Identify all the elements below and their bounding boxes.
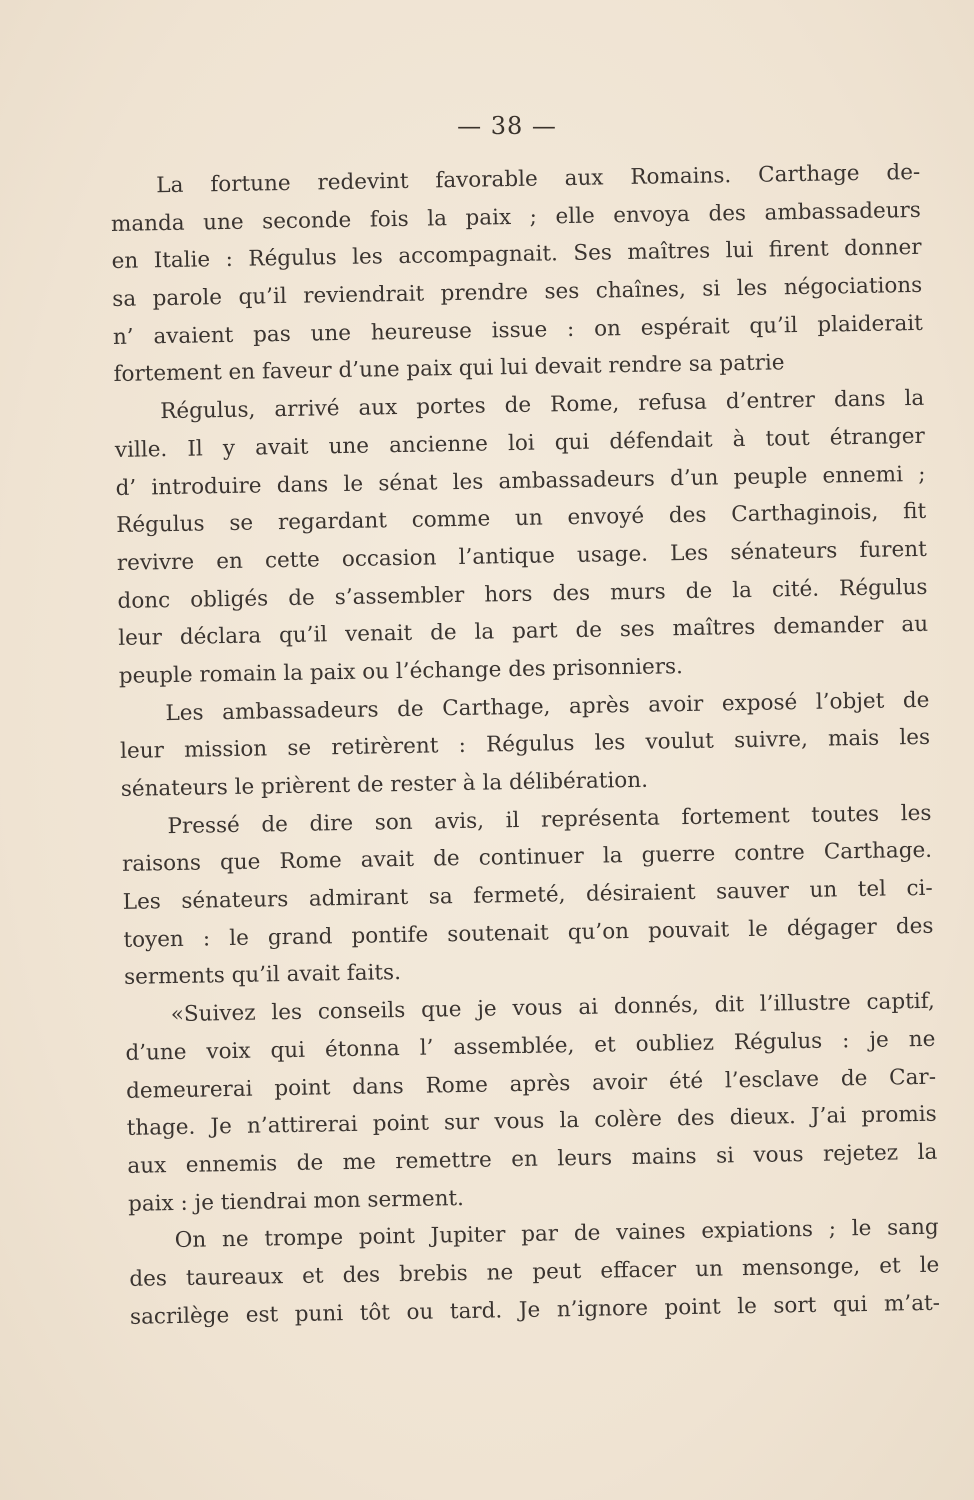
page-number: — 38 — — [457, 112, 557, 140]
text-line: Régulus se regardant comme un envoyé des Carthaginois, fit — [116, 498, 927, 539]
text-line: Les ambassadeurs de Carthage, après avoir exposé l’objet de — [165, 687, 930, 726]
text-line: donc obligés de s’assembler hors des murs de la cité. Régulus — [117, 574, 928, 614]
text-line: en Italie : Régulus les accompagnait. Ses maîtres lui firent donner — [111, 235, 922, 275]
text-line: toyen : le grand pontife soutenait qu’on pouvait le dégager des — [123, 913, 934, 953]
text-line: sacrilège est puni tôt ou tard. Je n’ignore point le sort qui m’at- — [129, 1290, 941, 1330]
text-line: serments qu’il avait faits. — [123, 960, 402, 991]
text-line: leur mission se retirèrent : Régulus les voulut suivre, mais les — [119, 725, 931, 765]
text-line: demeurerai point dans Rome après avoir été l’esclave de Car- — [125, 1064, 937, 1104]
text-line: leur déclara qu’il venait de la part de ses maîtres demander au — [117, 612, 929, 652]
text-line: des taureaux et des brebis ne peut effacer un mensonge, et le — [129, 1252, 940, 1292]
text-line: ville. Il y avait une ancienne loi qui défendait à tout étranger — [114, 423, 926, 463]
text-line: On ne trompe point Jupiter par de vaines expiations ; le sang — [174, 1214, 939, 1254]
text-line: Les sénateurs admirant sa fermeté, désiraient sauver un tel ci- — [122, 875, 933, 915]
text-line: d’une voix qui étonna l’ assemblée, et oubliez Régulus : je ne — [125, 1026, 936, 1066]
text-line: paix : je tiendrai mon serment. — [127, 1185, 465, 1217]
text-line: sénateurs le prièrent de rester à la délibération. — [120, 767, 649, 802]
text-line: revivre en cette occasion l’antique usage. Les sénateurs furent — [116, 536, 927, 576]
text-line: La fortune redevint favorable aux Romains. Carthage de- — [156, 159, 921, 199]
text-line: aux ennemis de me remettre en leurs mains si vous rejetez la — [127, 1139, 938, 1179]
text-line: peuple romain la paix ou l’échange des prisonniers. — [118, 654, 684, 689]
text-line: «Suivez les conseils que je vous ai donnés, dit l’illustre captif, — [170, 988, 935, 1028]
text-line: Pressé de dire son avis, il représenta fortement toutes les — [167, 800, 932, 839]
text-line: thage. Je n’attirerai point sur vous la colère des dieux. J’ai promis — [126, 1101, 937, 1142]
text-line: fortement en faveur d’une paix qui lui devait rendre sa patrie — [113, 350, 785, 388]
text-line: n’ avaient pas une heureuse issue : on espérait qu’il plaiderait — [112, 310, 924, 350]
text-line: raisons que Rome avait de continuer la guerre contre Carthage. — [121, 838, 933, 878]
body-text — [110, 154, 940, 1336]
text-line: d’ introduire dans le sénat les ambassadeurs d’un peuple ennemi ; — [115, 461, 926, 501]
text-line: manda une seconde fois la paix ; elle envoya des ambassadeurs — [110, 197, 922, 237]
text-line: sa parole qu’il reviendrait prendre ses chaînes, si les négociations — [112, 272, 923, 313]
text-line: Régulus, arrivé aux portes de Rome, refusa d’entrer dans la — [160, 385, 925, 425]
